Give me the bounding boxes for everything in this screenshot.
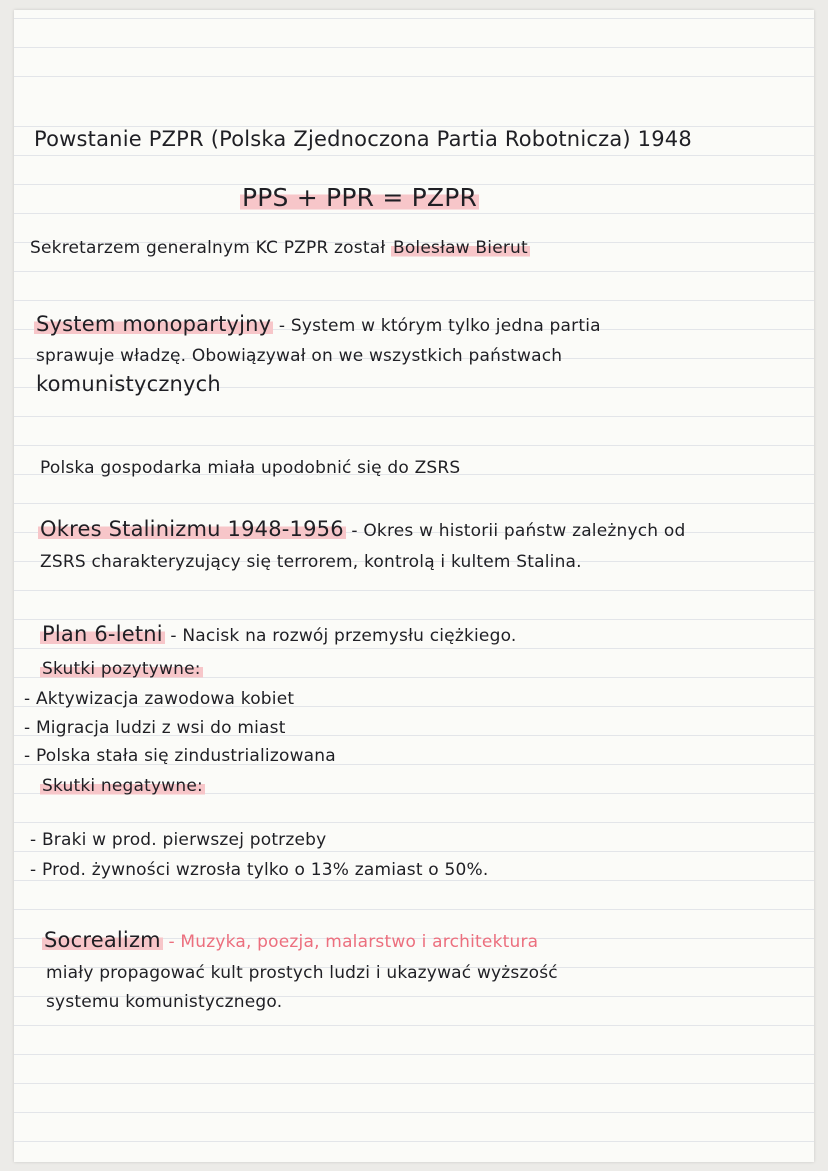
negative-heading (40, 774, 205, 798)
stalinism-line-1 (38, 517, 685, 543)
plan-line (40, 622, 516, 648)
monopartyism-def-2: sprawuje władzę. Obowiązywał on we wszystkich państwach (36, 346, 563, 366)
stalinism-line-2 (40, 550, 582, 574)
pzpr-formula (240, 183, 479, 212)
socrealism-line-2-text: miały propagować kult prostych ludzi i ukazywać wyższość (46, 963, 558, 983)
monopartyism-def-3: komunistycznych (36, 372, 221, 396)
secretary-line (30, 236, 530, 260)
pzpr-title-text: Powstanie PZPR (Polska Zjednoczona Partia Robotnicza) 1948 (34, 127, 692, 151)
negative-heading-text: Skutki negatywne: (42, 776, 203, 796)
monopartyism-line-3 (36, 372, 221, 396)
pzpr-formula-text: PPS + PPR = PZPR (242, 183, 478, 212)
negative-item-text: - Braki w prod. pierwszej potrzeby (30, 830, 327, 850)
plan-def: - Nacisk na rozwój przemysłu ciężkiego. (164, 626, 517, 646)
economy-text: Polska gospodarka miała upodobnić się do ZSRS (40, 458, 461, 478)
socrealism-line-1 (42, 928, 538, 954)
monopartyism-term: System monopartyjny (36, 312, 272, 336)
positive-item (24, 716, 286, 740)
socrealism-pink-text: - Muzyka, poezja, malarstwo i architektura (162, 932, 539, 952)
positive-item-text: - Aktywizacja zawodowa kobiet (24, 689, 295, 709)
positive-item (24, 744, 336, 768)
monopartyism-def-1: - System w którym tylko jedna partia (273, 316, 601, 336)
socrealism-term: Socrealizm (44, 928, 161, 952)
positive-heading-text: Skutki pozytywne: (42, 659, 201, 679)
positive-item-text: - Migracja ludzi z wsi do miast (24, 718, 286, 738)
pzpr-title (34, 127, 692, 151)
stalinism-def-2: ZSRS charakteryzujący się terrorem, kontrolą i kultem Stalina. (40, 552, 582, 572)
secretary-name-text: Bolesław Bierut (392, 238, 528, 258)
positive-item (24, 687, 294, 711)
economy-line (40, 456, 460, 480)
secretary-lead-text: Sekretarzem generalnym KC PZPR został (30, 238, 391, 258)
notebook-page (14, 10, 814, 1162)
positive-item-text: - Polska stała się zindustrializowana (24, 746, 336, 766)
negative-item (30, 828, 326, 852)
stalinism-term: Okres Stalinizmu 1948-1956 (40, 517, 344, 541)
socrealism-line-3-text: systemu komunistycznego. (46, 992, 283, 1012)
negative-item-text: - Prod. żywności wzrosła tylko o 13% zamiast o 50%. (30, 860, 489, 880)
negative-item (30, 858, 489, 882)
positive-heading (40, 657, 203, 681)
monopartyism-line-2 (36, 344, 562, 368)
plan-term: Plan 6-letni (42, 622, 163, 646)
stalinism-def-1: - Okres w historii państw zależnych od (345, 521, 686, 541)
socrealism-line-2 (46, 961, 558, 985)
socrealism-line-3 (46, 990, 282, 1014)
monopartyism-line-1 (34, 312, 601, 338)
